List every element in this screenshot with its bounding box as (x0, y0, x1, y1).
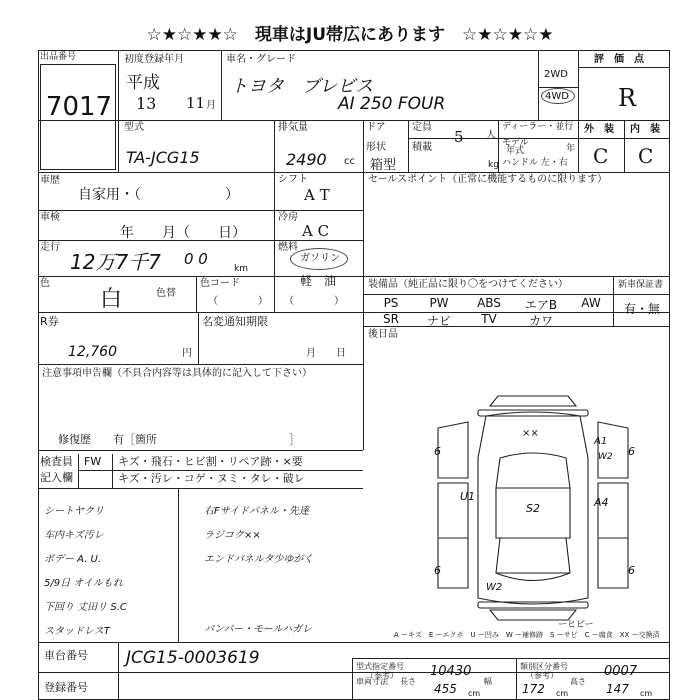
color-label: 色 (40, 278, 50, 289)
shift-value: A T (304, 186, 330, 204)
left-note-line: 车内キズ汚レ (44, 530, 104, 541)
dims-label: 車両寸法 (356, 677, 388, 686)
auction-sheet (38, 50, 670, 700)
dims-len-label: 長さ (400, 677, 416, 686)
dims-h: 147 (606, 682, 629, 696)
equip-leather: カワ (528, 314, 553, 328)
shift-label: シフト (278, 174, 308, 185)
recycle-unit: 円 (182, 348, 192, 359)
damage-mark: 6 (628, 445, 635, 458)
designation-label2: （参考） (366, 671, 398, 680)
inspector-fw: FW (84, 455, 102, 468)
equip-sr: SR (383, 312, 399, 326)
fuel-light: 軽 油 (300, 274, 337, 288)
drive-4wd: 4WD (545, 91, 569, 102)
notes-label: 注意事項申告欄（不具合内容等は具体的に記入して下さい） (42, 368, 312, 379)
inspector-row2: キズ・汚レ・コゲ・ヌミ・タレ・破レ (118, 472, 305, 485)
rating-int: C (638, 144, 654, 168)
color-change-label: 色替 (156, 288, 176, 299)
history-label: 車歴 (40, 175, 60, 186)
color-code-label: 色コード (200, 278, 240, 289)
lot-number: 7017 (45, 92, 113, 122)
body-value: 箱型 (370, 158, 397, 173)
load-unit: kg (488, 160, 499, 170)
category-label1: 類別区分番号 (520, 662, 568, 671)
model-year-unit: 年 (566, 144, 576, 154)
right-note-line: 右Fサイドパネル・先達 (204, 506, 309, 517)
fuel-blank: （ ） (284, 296, 344, 307)
dealer-label: ディーラー・並行 (502, 122, 574, 132)
body-label: 形状 (366, 142, 386, 153)
damage-mark: S2 (526, 502, 540, 515)
load-label: 積載 (412, 142, 432, 153)
first-reg-era: 平成 (126, 73, 160, 93)
recycle-value: 12,760 (68, 344, 117, 360)
warranty-label: 新車保証書 (618, 280, 664, 290)
right-note-line: エンドパネルタ少ゆがく (204, 554, 314, 565)
rating-label: 評 価 点 (594, 54, 644, 65)
chassis-value: JCG15-0003619 (126, 648, 260, 668)
displacement-label: 排気量 (278, 122, 308, 133)
name-change-label: 名変通知期限 (202, 315, 268, 328)
right-note-line: バンパー・モールハガレ (204, 624, 312, 635)
model-year-label2: 年式 (506, 146, 525, 156)
model-value: TA-JCG15 (126, 148, 200, 167)
inspection-label: 車検 (40, 212, 60, 223)
inspector-row1: キズ・飛石・ヒビ割・リペア跡・×要 (118, 455, 303, 468)
doors-label: ドア (366, 122, 386, 133)
car-name-label: 車名・グレード (226, 54, 296, 65)
model-label: 型式 (124, 122, 144, 133)
equip-navi: ナビ (426, 314, 451, 328)
first-reg-month-unit: 月 (206, 100, 216, 111)
designation-label1: 型式指定番号 (356, 662, 404, 671)
model-year-label1: モデル (502, 138, 529, 148)
equip-aw: AW (581, 296, 601, 310)
category-value: 0007 (604, 664, 638, 679)
damage-mark: 6 (628, 564, 635, 577)
category-label2: （参考） (526, 671, 558, 680)
damage-mark: U1 (460, 490, 476, 503)
displacement-value: 2490 (286, 150, 327, 169)
left-note-line: スタッドレスT (44, 626, 110, 637)
lot-label: 出品番号 (40, 52, 77, 62)
car-grade: AI 250 FOUR (338, 94, 446, 114)
inspector-label1: 検査員 (40, 455, 73, 468)
dims-h-label: 高さ (570, 677, 586, 686)
name-change-text: 月 日 (306, 348, 346, 359)
left-note-line: 5/9日 オイルもれ (44, 578, 123, 589)
first-reg-year: 13 (136, 94, 157, 113)
fuel-label: 燃料 (278, 242, 298, 253)
designation-value: 10430 (430, 664, 472, 679)
dims-len-unit: cm (468, 689, 481, 698)
dims-w: 172 (522, 682, 545, 696)
equip-ps: PS (383, 296, 399, 310)
repair-history: 修復歴 有［箇所 ］ (58, 433, 300, 446)
right-note-line: ラジコク×× (204, 530, 261, 541)
warranty-value: 有・無 (624, 302, 661, 316)
equip-pw: PW (429, 296, 449, 310)
equipment-label: 装備品（純正品に限り〇をつけてください） (368, 279, 568, 290)
rating-ext: C (593, 144, 609, 168)
left-note-line: ボデー A. U. (44, 554, 102, 565)
inspector-label2: 記入欄 (40, 471, 73, 484)
handle-label: ハンドル 左・右 (502, 158, 568, 168)
damage-mark: A1 (594, 436, 608, 447)
equip-abs: ABS (477, 296, 501, 310)
car-name: トヨタ ブレビス (230, 76, 374, 97)
sales-point-label: セールスポイント（正常に機能するものに限ります） (368, 174, 608, 185)
capacity-value: 5 (454, 128, 464, 146)
mileage-unit: km (234, 264, 248, 274)
dims-len: 455 (434, 682, 457, 696)
displacement-unit: cc (344, 156, 355, 167)
rating-score: R (618, 84, 637, 112)
history-value: 自家用・（ ） (78, 187, 239, 203)
dims-h-unit: cm (640, 689, 653, 698)
mileage-tail: 0 0 (184, 250, 208, 268)
damage-mark: 6 (434, 445, 441, 458)
rear-seat-label: 後日品 (368, 329, 398, 340)
rating-ext-label: 外 装 (584, 124, 614, 135)
aircon-label: 冷房 (278, 212, 298, 223)
color-value: 白 (100, 287, 123, 312)
recycle-label: R券 (40, 315, 59, 328)
header-banner: ☆★☆★★☆ 現車はJU帯広にあります ☆★☆★☆★ (146, 25, 554, 45)
registration-label: 登録番号 (44, 681, 88, 694)
dims-w-label: 幅 (484, 677, 492, 686)
first-reg-month: 11 (186, 94, 206, 112)
color-code-value: （ ） (208, 296, 268, 307)
left-note-line: 下回り 丈田リ S.C (44, 602, 127, 613)
mileage-value: 12万7千7 (70, 250, 161, 274)
capacity-label: 定員 (412, 122, 432, 133)
equip-airbag: エアB (524, 298, 558, 312)
damage-mark: A4 (594, 496, 609, 509)
legend: A ーキズ E ーエクボ U ー凹み W ー補修跡 S ーサビ C ー腐食 XX ー交換済 (394, 631, 660, 639)
mileage-label: 走行 (40, 242, 60, 253)
legend-right: ーヒビー (558, 620, 594, 630)
inspection-text: 年 月（ 日） (120, 225, 246, 241)
equip-tv: TV (481, 312, 497, 326)
damage-mark: W2 (486, 582, 503, 593)
left-note-line: シートヤクリ (44, 506, 104, 517)
chassis-label: 車台番号 (44, 649, 88, 662)
drive-2wd: 2WD (544, 69, 568, 80)
aircon-value: A C (302, 222, 330, 240)
damage-mark: ×× (522, 428, 539, 439)
damage-mark: W2 (598, 452, 613, 462)
capacity-unit: 人 (486, 130, 496, 141)
rating-int-label: 内 装 (630, 124, 660, 135)
dims-w-unit: cm (556, 689, 569, 698)
damage-mark: 6 (434, 564, 441, 577)
first-reg-label: 初度登録年月 (124, 54, 184, 65)
fuel-gas: ガソリン (300, 253, 340, 264)
